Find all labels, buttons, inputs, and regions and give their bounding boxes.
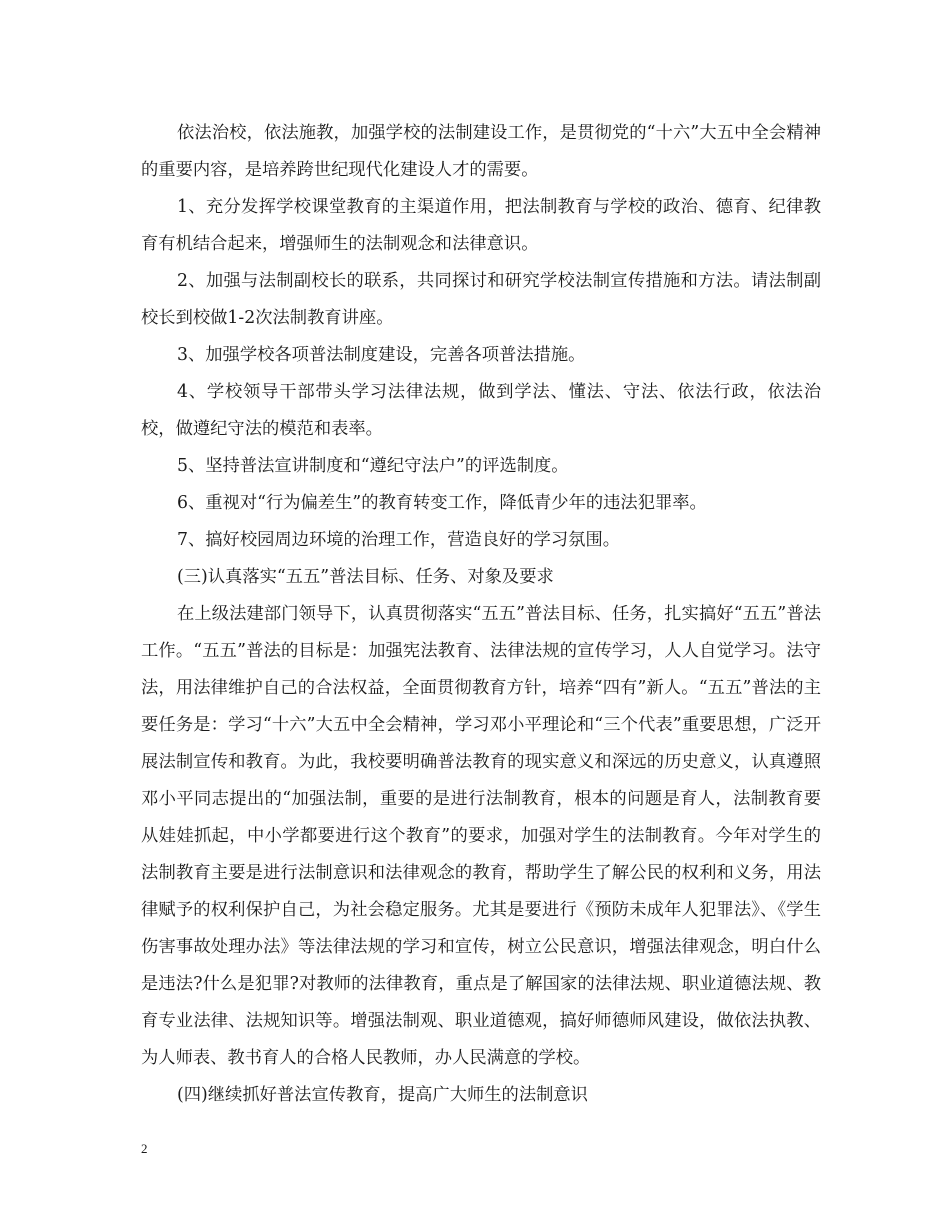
paragraph-item-1: 1、充分发挥学校课堂教育的主渠道作用，把法制教育与学校的政治、德育、纪律教育有机结合起来，增强师生的法制观念和法律意识。 — [141, 197, 821, 254]
paragraph-item-6: 6、重视对“行为偏差生”的教育转变工作，降低青少年的违法犯罪率。 — [177, 493, 707, 513]
page-number: 2 — [141, 1141, 148, 1156]
document-body — [141, 115, 821, 1114]
paragraph-item-5: 5、坚持普法宣讲制度和“遵纪守法户”的评选制度。 — [177, 456, 569, 476]
section-heading-4: (四)继续抓好普法宣传教育，提高广大师生的法制意识 — [177, 1085, 588, 1105]
section-heading-3: (三)认真落实“五五”普法目标、任务、对象及要求 — [177, 567, 554, 587]
paragraph-section-3-body: 在上级法建部门领导下，认真贯彻落实“五五”普法目标、任务，扎实搞好“五五”普法工作。“五五”普法的目标是：加强宪法教育、法律法规的宣传学习，人人自觉学习。法守法，用法律维护自己的合法权益，全面贯彻教育方针，培养“四有”新人。“五五”普法的主要任务是：学习“十六”大五中全会精神，学习邓小平理论和“三个代表”重要思想，广泛开展法制宣传和教育。为此，我校要明确普法教育的现实意义和深远的历史意义，认真遵照邓小平同志提出的“加强法制，重要的是进行法制教育，根本的问题是育人，法制教育要从娃娃抓起，中小学都要进行这个教育”的要求，加强对学生的法制教育。今年对学生的法制教育主要是进行法制意识和法律观念的教育，帮助学生了解公民的权利和义务，用法律赋予的权利保护自己，为社会稳定服务。尤其是要进行《预防未成年人犯罪法》、《学生伤害事故处理办法》等法律法规的学习和宣传，树立公民意识，增强法律观念，明白什么是违法?什么是犯罪?对教师的法律教育，重点是了解国家的法律法规、职业道德法规、教育专业法律、法规知识等。增强法制观、职业道德观，搞好师德师风建设，做依法执教、为人师表、教书育人的合格人民教师，办人民满意的学校。 — [141, 604, 821, 1068]
paragraph-item-2: 2、加强与法制副校长的联系，共同探讨和研究学校法制宣传措施和方法。请法制副校长到校做1-2次法制教育讲座。 — [141, 271, 821, 328]
paragraph-item-4: 4、学校领导干部带头学习法律法规，做到学法、懂法、守法、依法行政，依法治校，做遵纪守法的模范和表率。 — [141, 382, 821, 439]
paragraph-item-7: 7、搞好校园周边环境的治理工作，营造良好的学习氛围。 — [177, 530, 621, 550]
paragraph-item-3: 3、加强学校各项普法制度建设，完善各项普法措施。 — [177, 345, 586, 365]
paragraph-intro: 依法治校，依法施教，加强学校的法制建设工作，是贯彻党的“十六”大五中全会精神的重要内容，是培养跨世纪现代化建设人才的需要。 — [141, 123, 821, 180]
